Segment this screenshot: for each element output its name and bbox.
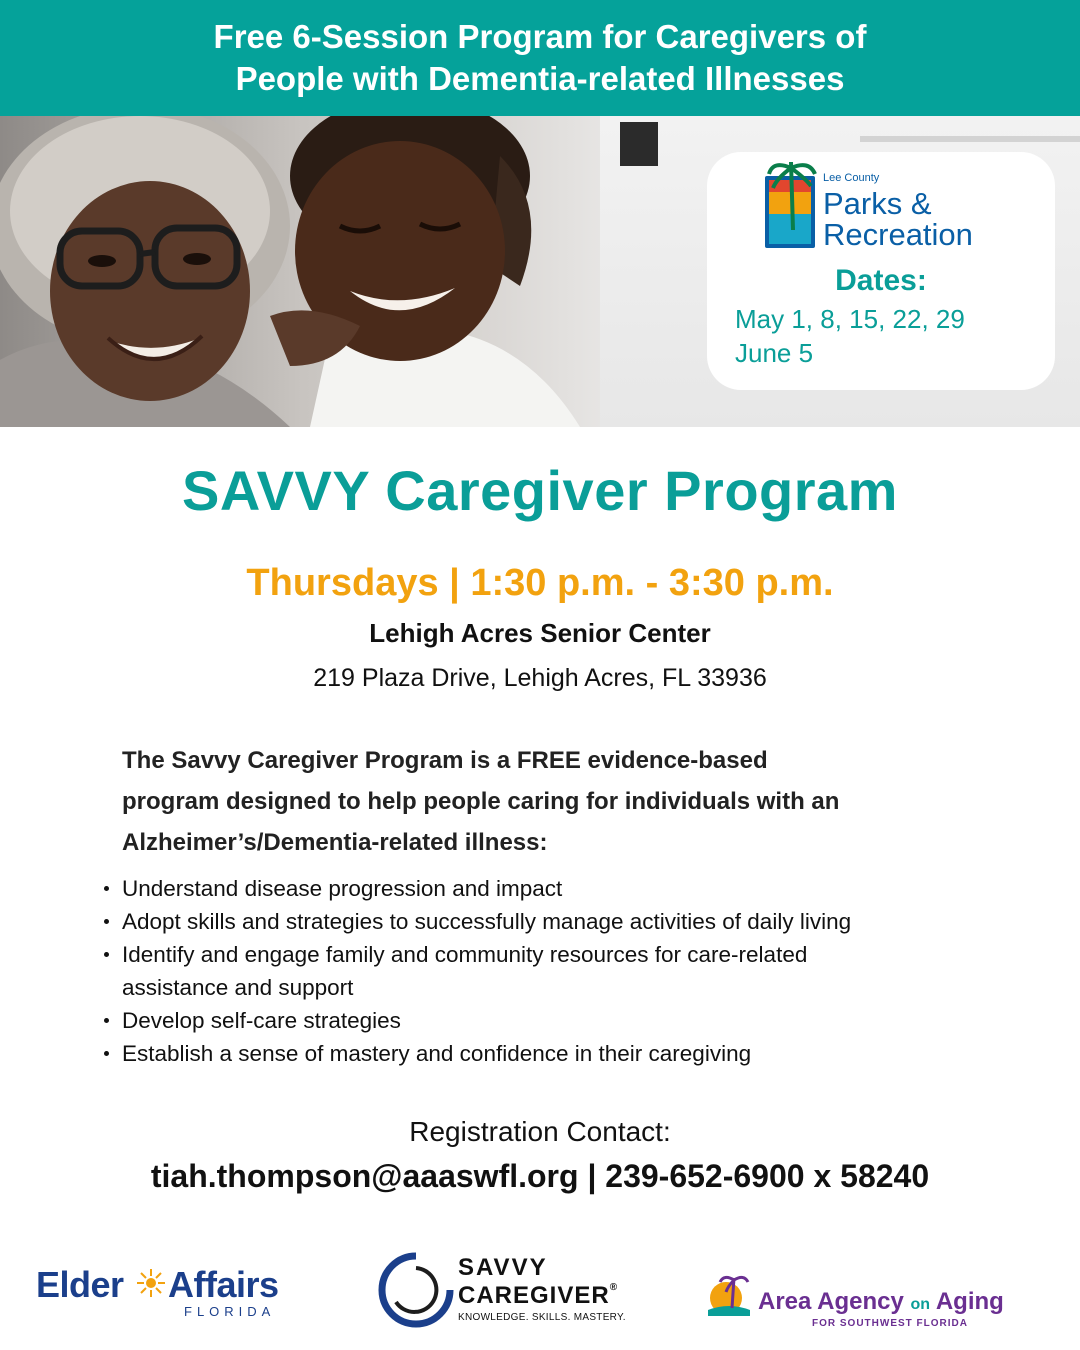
bullet-icon — [104, 919, 109, 924]
banner-line-2: People with Dementia-related Illnesses — [235, 60, 845, 97]
elder-affairs-subtitle: FLORIDA — [184, 1304, 276, 1319]
description-line-2: program designed to help people caring for individuals with an — [122, 788, 840, 815]
savvy-logo-line-1: SAVVY — [458, 1254, 548, 1281]
sun-icon — [136, 1268, 166, 1298]
aaa-logo-part-1: Area Agency — [758, 1288, 904, 1315]
savvy-logo-tagline: KNOWLEDGE. SKILLS. MASTERY. — [458, 1312, 626, 1323]
wall-trim — [860, 136, 1080, 142]
aaa-logo-subtitle: FOR SOUTHWEST FLORIDA — [812, 1318, 968, 1329]
benefit-item — [104, 1037, 1064, 1070]
registration-contact-label: Registration Contact: — [409, 1116, 671, 1147]
area-agency-on-aging-logo — [704, 1272, 1054, 1332]
program-title: SAVVY Caregiver Program — [182, 459, 898, 522]
program-schedule: Thursdays | 1:30 p.m. - 3:30 p.m. — [246, 562, 834, 604]
top-banner — [0, 0, 1080, 116]
venue-address: 219 Plaza Drive, Lehigh Acres, FL 33936 — [313, 664, 767, 692]
benefit-text: Develop self-care strategies — [122, 1008, 401, 1033]
parks-logo-line-2: Recreation — [823, 217, 973, 252]
benefit-item — [104, 1004, 1064, 1037]
benefit-text: Understand disease progression and impact — [122, 876, 563, 901]
bullet-icon — [104, 886, 109, 891]
hero-photo — [0, 116, 1080, 427]
dates-line-2: June 5 — [735, 338, 814, 368]
parks-logo-line-1: Parks & — [823, 186, 932, 221]
benefit-text: Adopt skills and strategies to successfully manage activities of daily living — [122, 909, 852, 934]
savvy-caregiver-logo — [378, 1250, 638, 1330]
aaa-logo-name — [758, 1288, 1004, 1316]
savvy-swirl-icon — [378, 1252, 454, 1328]
dates-line-1: May 1, 8, 15, 22, 29 — [735, 304, 965, 334]
savvy-logo-line-2 — [458, 1282, 618, 1310]
bullet-icon — [104, 1018, 109, 1023]
venue-name: Lehigh Acres Senior Center — [369, 618, 711, 648]
benefit-text: assistance and support — [122, 975, 354, 1000]
benefit-item — [104, 938, 1064, 971]
benefit-item — [104, 872, 1064, 905]
elder-affairs-logo — [36, 1264, 306, 1324]
description-line-3: Alzheimer’s/Dementia-related illness: — [122, 829, 548, 856]
aaa-logo-on: on — [910, 1296, 931, 1313]
young-woman-illustration — [250, 116, 610, 427]
elder-affairs-word-1: Elder — [36, 1264, 124, 1305]
registration-contact-info: tiah.thompson@aaaswfl.org | 239-652-6900 x 58240 — [150, 1158, 930, 1194]
banner-line-1: Free 6-Session Program for Caregivers of — [213, 18, 867, 55]
program-description — [122, 740, 982, 863]
elder-affairs-word-2: Affairs — [168, 1264, 279, 1305]
description-line-1: The Savvy Caregiver Program is a FREE evidence-based — [122, 747, 768, 774]
wall-frame — [620, 122, 658, 166]
dates-label: Dates: — [835, 264, 927, 297]
savvy-logo-line-2-text: CAREGIVER — [458, 1282, 610, 1309]
aaa-logo-part-2: Aging — [935, 1288, 1004, 1315]
registered-mark: ® — [609, 1282, 619, 1293]
palm-sunset-icon — [704, 1272, 754, 1322]
benefit-item — [104, 905, 1064, 938]
benefit-item-continuation — [104, 971, 1064, 1004]
benefits-list — [104, 872, 1064, 1070]
bullet-icon — [104, 952, 109, 957]
dates-card — [707, 152, 1055, 390]
parks-logo-small-text: Lee County — [823, 172, 880, 184]
benefit-text: Identify and engage family and community resources for care-related — [122, 942, 808, 967]
benefit-text: Establish a sense of mastery and confidence in their caregiving — [122, 1041, 752, 1066]
bullet-icon — [104, 1051, 109, 1056]
